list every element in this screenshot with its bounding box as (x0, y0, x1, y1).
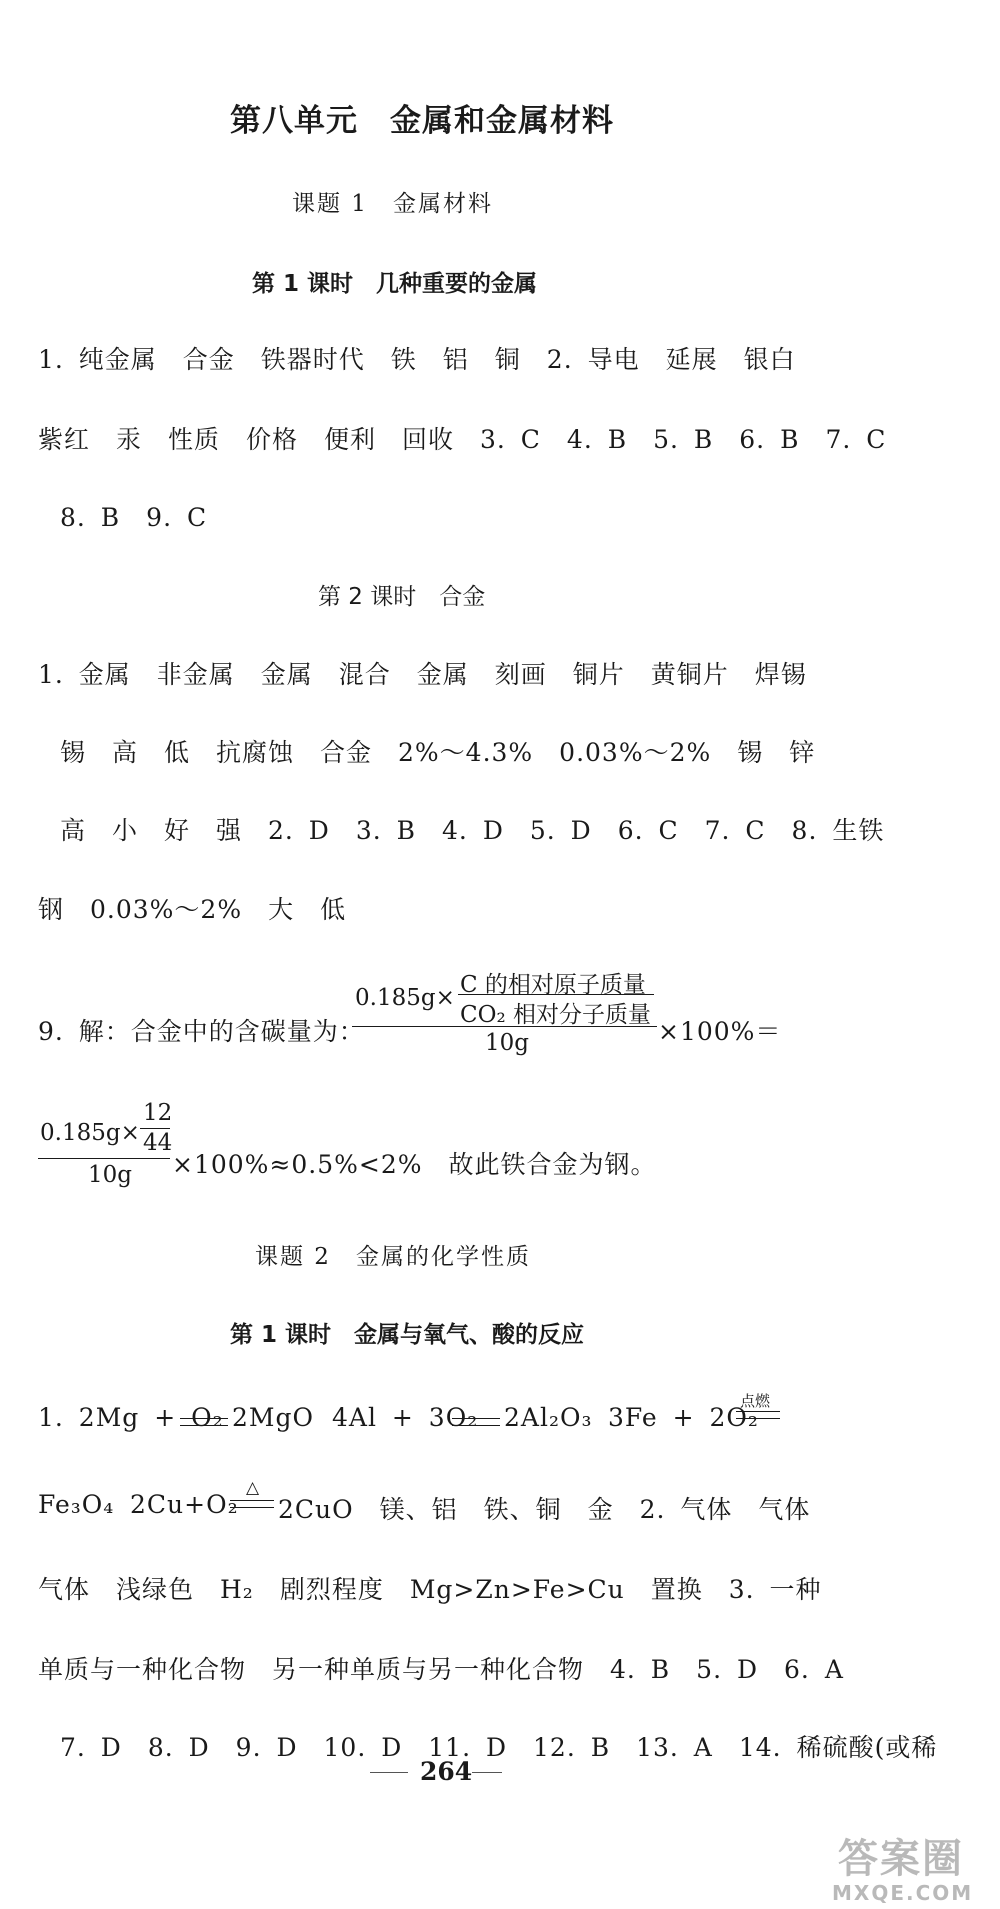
main-fraction-bar (352, 1026, 657, 1027)
unit-title: 第八单元 金属和金属材料 (230, 103, 614, 139)
answer-line: 紫红 汞 性质 价格 便利 回收 3. C 4. B 5. B 6. B 7. C (38, 425, 887, 454)
topic1-lesson1-title: 第 1 课时 几种重要的金属 (252, 271, 538, 297)
q9-conclusion: ×100%≈0.5%<2% 故此铁合金为钢。 (172, 1150, 657, 1179)
q9-inner-denominator: 44 (143, 1130, 173, 1156)
topic1-lesson2-title: 第 2 课时 合金 (318, 584, 486, 610)
answer-line: 1. 金属 非金属 金属 混合 金属 刻画 铜片 黄铜片 焊锡 (38, 660, 807, 689)
q9-mass: 0.185g× (355, 985, 455, 1011)
q9-denominator: 10g (88, 1162, 132, 1188)
condition-heat: △ (246, 1478, 260, 1498)
watermark-bottom: MXQE.COM (832, 1881, 974, 1905)
watermark-top: 答案圈 (838, 1836, 964, 1882)
q9-denominator: 10g (485, 1030, 529, 1056)
q9-inner-numerator: C 的相对原子质量 (460, 972, 646, 998)
q9-inner-denominator: CO₂ 相对分子质量 (460, 1002, 651, 1028)
equation-right: Fe₃O₄ (38, 1490, 115, 1519)
q9-tail: ×100%＝ (658, 1017, 782, 1046)
inner-fraction-bar (140, 1128, 170, 1129)
main-fraction-bar (38, 1158, 170, 1159)
answer-line: 7. D 8. D 9. D 10. D 11. D 12. B 13. A 14. 稀硫酸(或稀 (60, 1733, 938, 1762)
page-number-dash (472, 1772, 502, 1773)
equals-sign (180, 1418, 228, 1426)
topic2-title: 课题 2 金属的化学性质 (255, 1244, 531, 1270)
q9-mass: 0.185g× (40, 1120, 140, 1146)
equation-left: 2Cu+O₂ (130, 1490, 239, 1519)
q9-label: 9. 解：合金中的含碳量为： (38, 1017, 365, 1046)
inner-fraction-bar (458, 994, 654, 995)
answer-line: 2CuO 镁、铝 铁、铜 金 2. 气体 气体 (278, 1495, 811, 1524)
equation-left: 1. 2Mg + O₂ (38, 1403, 224, 1432)
topic1-title: 课题 1 金属材料 (292, 191, 493, 217)
equals-sign (230, 1500, 274, 1508)
equals-sign (452, 1418, 500, 1426)
equals-sign (736, 1411, 780, 1419)
answer-line: 高 小 好 强 2. D 3. B 4. D 5. D 6. C 7. C 8. 生铁 (60, 816, 885, 845)
answer-line: 锡 高 低 抗腐蚀 合金 2%～4.3% 0.03%～2% 锡 锌 (60, 738, 816, 767)
answer-line: 1. 纯金属 合金 铁器时代 铁 铝 铜 2. 导电 延展 银白 (38, 345, 796, 374)
page-number: 264 (420, 1757, 473, 1786)
answer-line: 8. B 9. C (60, 503, 208, 532)
condition-ignite: 点燃 (740, 1392, 771, 1410)
answer-line: 单质与一种化合物 另一种单质与另一种化合物 4. B 5. D 6. A (38, 1655, 844, 1684)
equation-left: 4Al + 3O₂ (332, 1403, 479, 1432)
equation-right: 2Al₂O₃ (504, 1403, 593, 1432)
equation-left: 3Fe + 2O₂ (608, 1403, 759, 1432)
answer-line: 钢 0.03%～2% 大 低 (38, 895, 347, 924)
page-number-dash (370, 1772, 408, 1773)
watermark-logo (810, 1809, 1000, 1909)
answer-line: 气体 浅绿色 H₂ 剧烈程度 Mg>Zn>Fe>Cu 置换 3. 一种 (38, 1575, 822, 1604)
equation-right: 2MgO (232, 1403, 315, 1432)
topic2-lesson1-title: 第 1 课时 金属与氧气、酸的反应 (230, 1322, 585, 1348)
q9-inner-numerator: 12 (143, 1100, 173, 1126)
